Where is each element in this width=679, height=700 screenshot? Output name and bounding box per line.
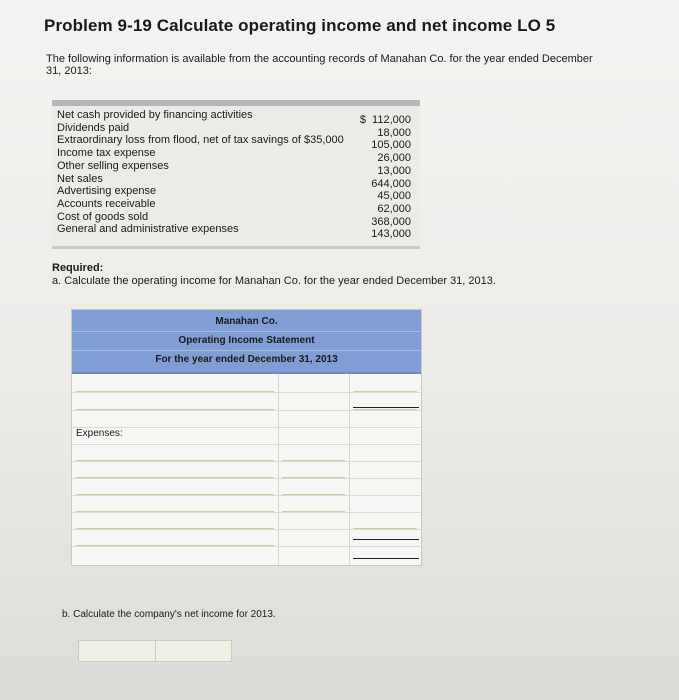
row-divider [72, 461, 421, 462]
account-label: Dividends paid [57, 121, 130, 134]
account-input[interactable] [76, 391, 274, 392]
expense-account-input[interactable] [76, 511, 274, 512]
account-value-row [360, 114, 411, 127]
amount-input[interactable] [353, 391, 417, 392]
problem-title: Problem 9-19 Calculate operating income and net income LO 5 [44, 16, 556, 35]
account-value: 143,000 [371, 228, 411, 241]
expense-account-input[interactable] [76, 528, 274, 529]
account-value: 105,000 [371, 139, 411, 152]
input-divider [155, 641, 156, 661]
header-divider [72, 350, 421, 351]
account-value: 45,000 [377, 190, 411, 203]
expense-amount-input[interactable] [282, 511, 345, 512]
currency-symbol: $ [359, 114, 367, 126]
account-values [360, 114, 411, 241]
account-label: Advertising expense [57, 185, 157, 198]
account-value: 644,000 [371, 177, 411, 190]
required-heading: Required: [52, 262, 104, 274]
account-label: Cost of goods sold [57, 210, 149, 223]
statement-period: For the year ended December 31, 2013 [155, 354, 338, 365]
column-divider [278, 374, 279, 565]
row-divider [72, 495, 421, 496]
account-value: 18,000 [377, 126, 411, 139]
account-input[interactable] [76, 409, 274, 410]
account-label: General and administrative expenses [57, 223, 239, 236]
statement-header [72, 310, 421, 374]
account-value: 62,000 [377, 202, 411, 215]
column-divider [349, 374, 350, 565]
row-divider [72, 478, 421, 479]
account-info-table [52, 100, 420, 249]
total-expense-input[interactable] [353, 528, 417, 529]
expenses-label: Expenses: [76, 428, 123, 439]
row-divider [72, 512, 421, 513]
subtotal-rule [353, 407, 419, 408]
row-divider [72, 546, 421, 547]
row-divider [72, 444, 421, 445]
statement-name: Operating Income Statement [178, 335, 315, 346]
account-value: 13,000 [377, 164, 411, 177]
expense-amount-input[interactable] [282, 477, 345, 478]
expense-account-input[interactable] [76, 494, 274, 495]
expense-amount-input[interactable] [282, 460, 345, 461]
operating-income-statement [71, 309, 422, 566]
operating-income-label-input[interactable] [76, 545, 274, 546]
expense-account-input[interactable] [76, 460, 274, 461]
expense-amount-input[interactable] [282, 494, 345, 495]
account-label: Income tax expense [57, 147, 156, 160]
row-divider [72, 410, 421, 411]
account-label: Accounts receivable [57, 197, 156, 210]
row-divider [72, 529, 421, 530]
expense-account-input[interactable] [76, 477, 274, 478]
statement-company: Manahan Co. [215, 316, 278, 327]
total-rule [353, 558, 419, 559]
required-part-b: b. Calculate the company's net income for 2013. [62, 609, 276, 620]
account-value: 112,000 [372, 114, 411, 126]
problem-intro: The following information is available from the accounting records of Manahan Co. for the year ended December 31, 2013: [46, 53, 593, 77]
amount-input[interactable] [353, 409, 417, 410]
row-divider [72, 427, 421, 428]
net-income-input[interactable] [78, 640, 232, 662]
row-divider [72, 392, 421, 393]
header-divider [72, 331, 421, 332]
account-label: Extraordinary loss from flood, net of tax savings of $35,000 [57, 134, 344, 147]
account-value: 26,000 [377, 152, 411, 165]
required-part-a: a. Calculate the operating income for Manahan Co. for the year ended December 31, 2013. [52, 275, 496, 287]
account-value: 368,000 [371, 215, 411, 228]
account-label: Other selling expenses [57, 159, 169, 172]
account-label: Net cash provided by financing activities [57, 109, 253, 121]
account-labels [57, 109, 344, 236]
account-label: Net sales [57, 172, 103, 185]
subtotal-rule [353, 539, 419, 540]
required-section [52, 262, 496, 288]
